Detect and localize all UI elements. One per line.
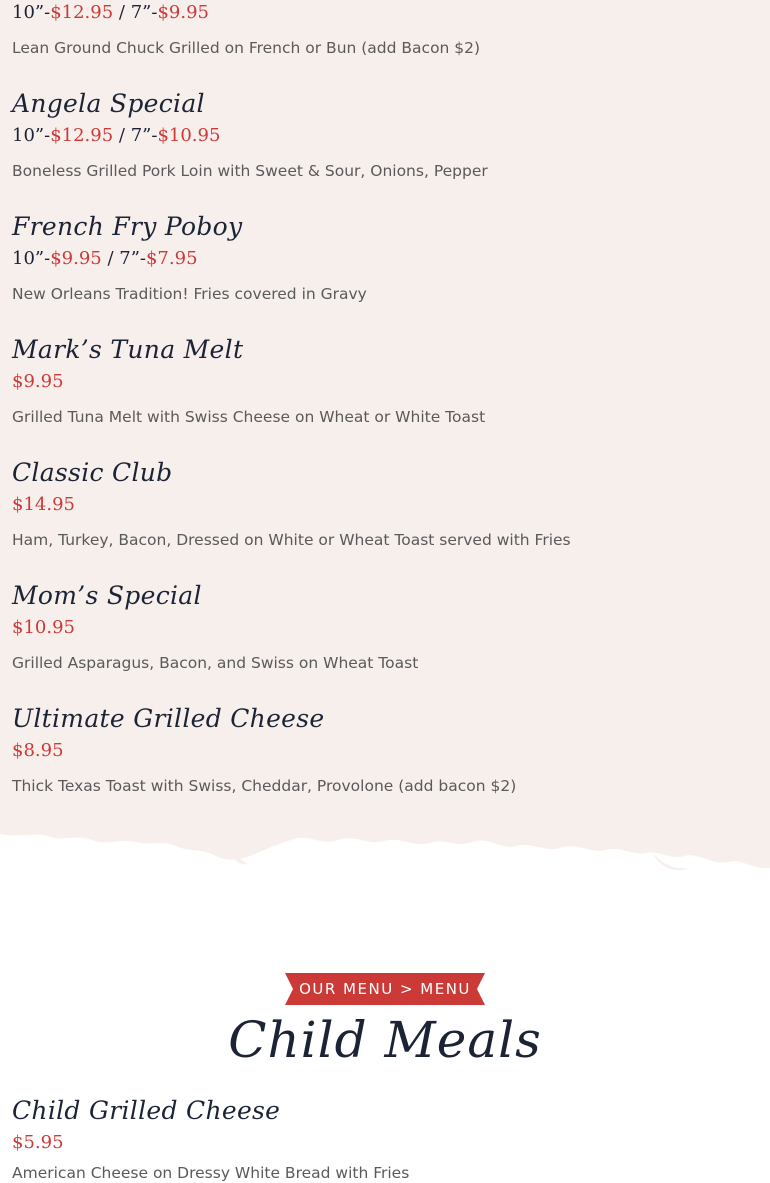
price-part: 10”- bbox=[12, 248, 51, 269]
item-description: New Orleans Tradition! Fries covered in Gravy bbox=[12, 285, 367, 303]
price-row bbox=[12, 617, 75, 639]
item-name: Ultimate Grilled Cheese bbox=[12, 704, 325, 733]
item-name: Angela Special bbox=[12, 89, 205, 118]
price-amount: $9.95 bbox=[12, 371, 64, 392]
item-description: Thick Texas Toast with Swiss, Cheddar, Provolone (add bacon $2) bbox=[12, 777, 517, 795]
price-part: / 7”- bbox=[101, 248, 146, 269]
item-name: Mark’s Tuna Melt bbox=[12, 335, 244, 364]
item-name: French Fry Poboy bbox=[12, 212, 243, 241]
price-amount: $12.95 bbox=[50, 2, 114, 23]
price-amount: $10.95 bbox=[157, 125, 221, 146]
price-amount: $7.95 bbox=[145, 248, 198, 269]
price-amount: $5.95 bbox=[12, 1132, 64, 1153]
price-amount: $10.95 bbox=[12, 617, 75, 638]
price-row bbox=[12, 125, 220, 147]
item-description: American Cheese on Dressy White Bread with Fries bbox=[12, 1164, 410, 1182]
item-description: Grilled Tuna Melt with Swiss Cheese on Wheat or White Toast bbox=[12, 408, 486, 426]
price-part: / 7”- bbox=[113, 2, 158, 23]
price-row bbox=[12, 2, 209, 24]
item-name: Child Grilled Cheese bbox=[12, 1096, 281, 1125]
price-amount: $9.95 bbox=[157, 2, 209, 23]
item-description: Lean Ground Chuck Grilled on French or Bun (add Bacon $2) bbox=[12, 39, 481, 57]
breadcrumb-banner bbox=[285, 973, 485, 1005]
price-row bbox=[12, 371, 64, 393]
price-amount: $8.95 bbox=[12, 740, 64, 761]
section-title: Child Meals bbox=[228, 1011, 542, 1069]
item-description: Grilled Asparagus, Bacon, and Swiss on Wheat Toast bbox=[12, 654, 419, 672]
price-row bbox=[12, 494, 75, 516]
price-row bbox=[12, 740, 64, 762]
price-amount: $14.95 bbox=[12, 494, 75, 515]
item-name: Classic Club bbox=[12, 458, 173, 487]
price-row bbox=[12, 1132, 64, 1154]
price-amount: $12.95 bbox=[50, 125, 114, 146]
price-part: 10”- bbox=[12, 2, 51, 23]
breadcrumb: OUR MENU > MENU bbox=[299, 980, 471, 998]
price-row bbox=[12, 248, 198, 270]
item-name: Mom’s Special bbox=[12, 581, 202, 610]
item-description: Ham, Turkey, Bacon, Dressed on White or Wheat Toast served with Fries bbox=[12, 531, 571, 549]
price-amount: $9.95 bbox=[50, 248, 102, 269]
item-description: Boneless Grilled Pork Loin with Sweet & Sour, Onions, Pepper bbox=[12, 162, 488, 180]
price-part: 10”- bbox=[12, 125, 51, 146]
price-part: / 7”- bbox=[113, 125, 158, 146]
